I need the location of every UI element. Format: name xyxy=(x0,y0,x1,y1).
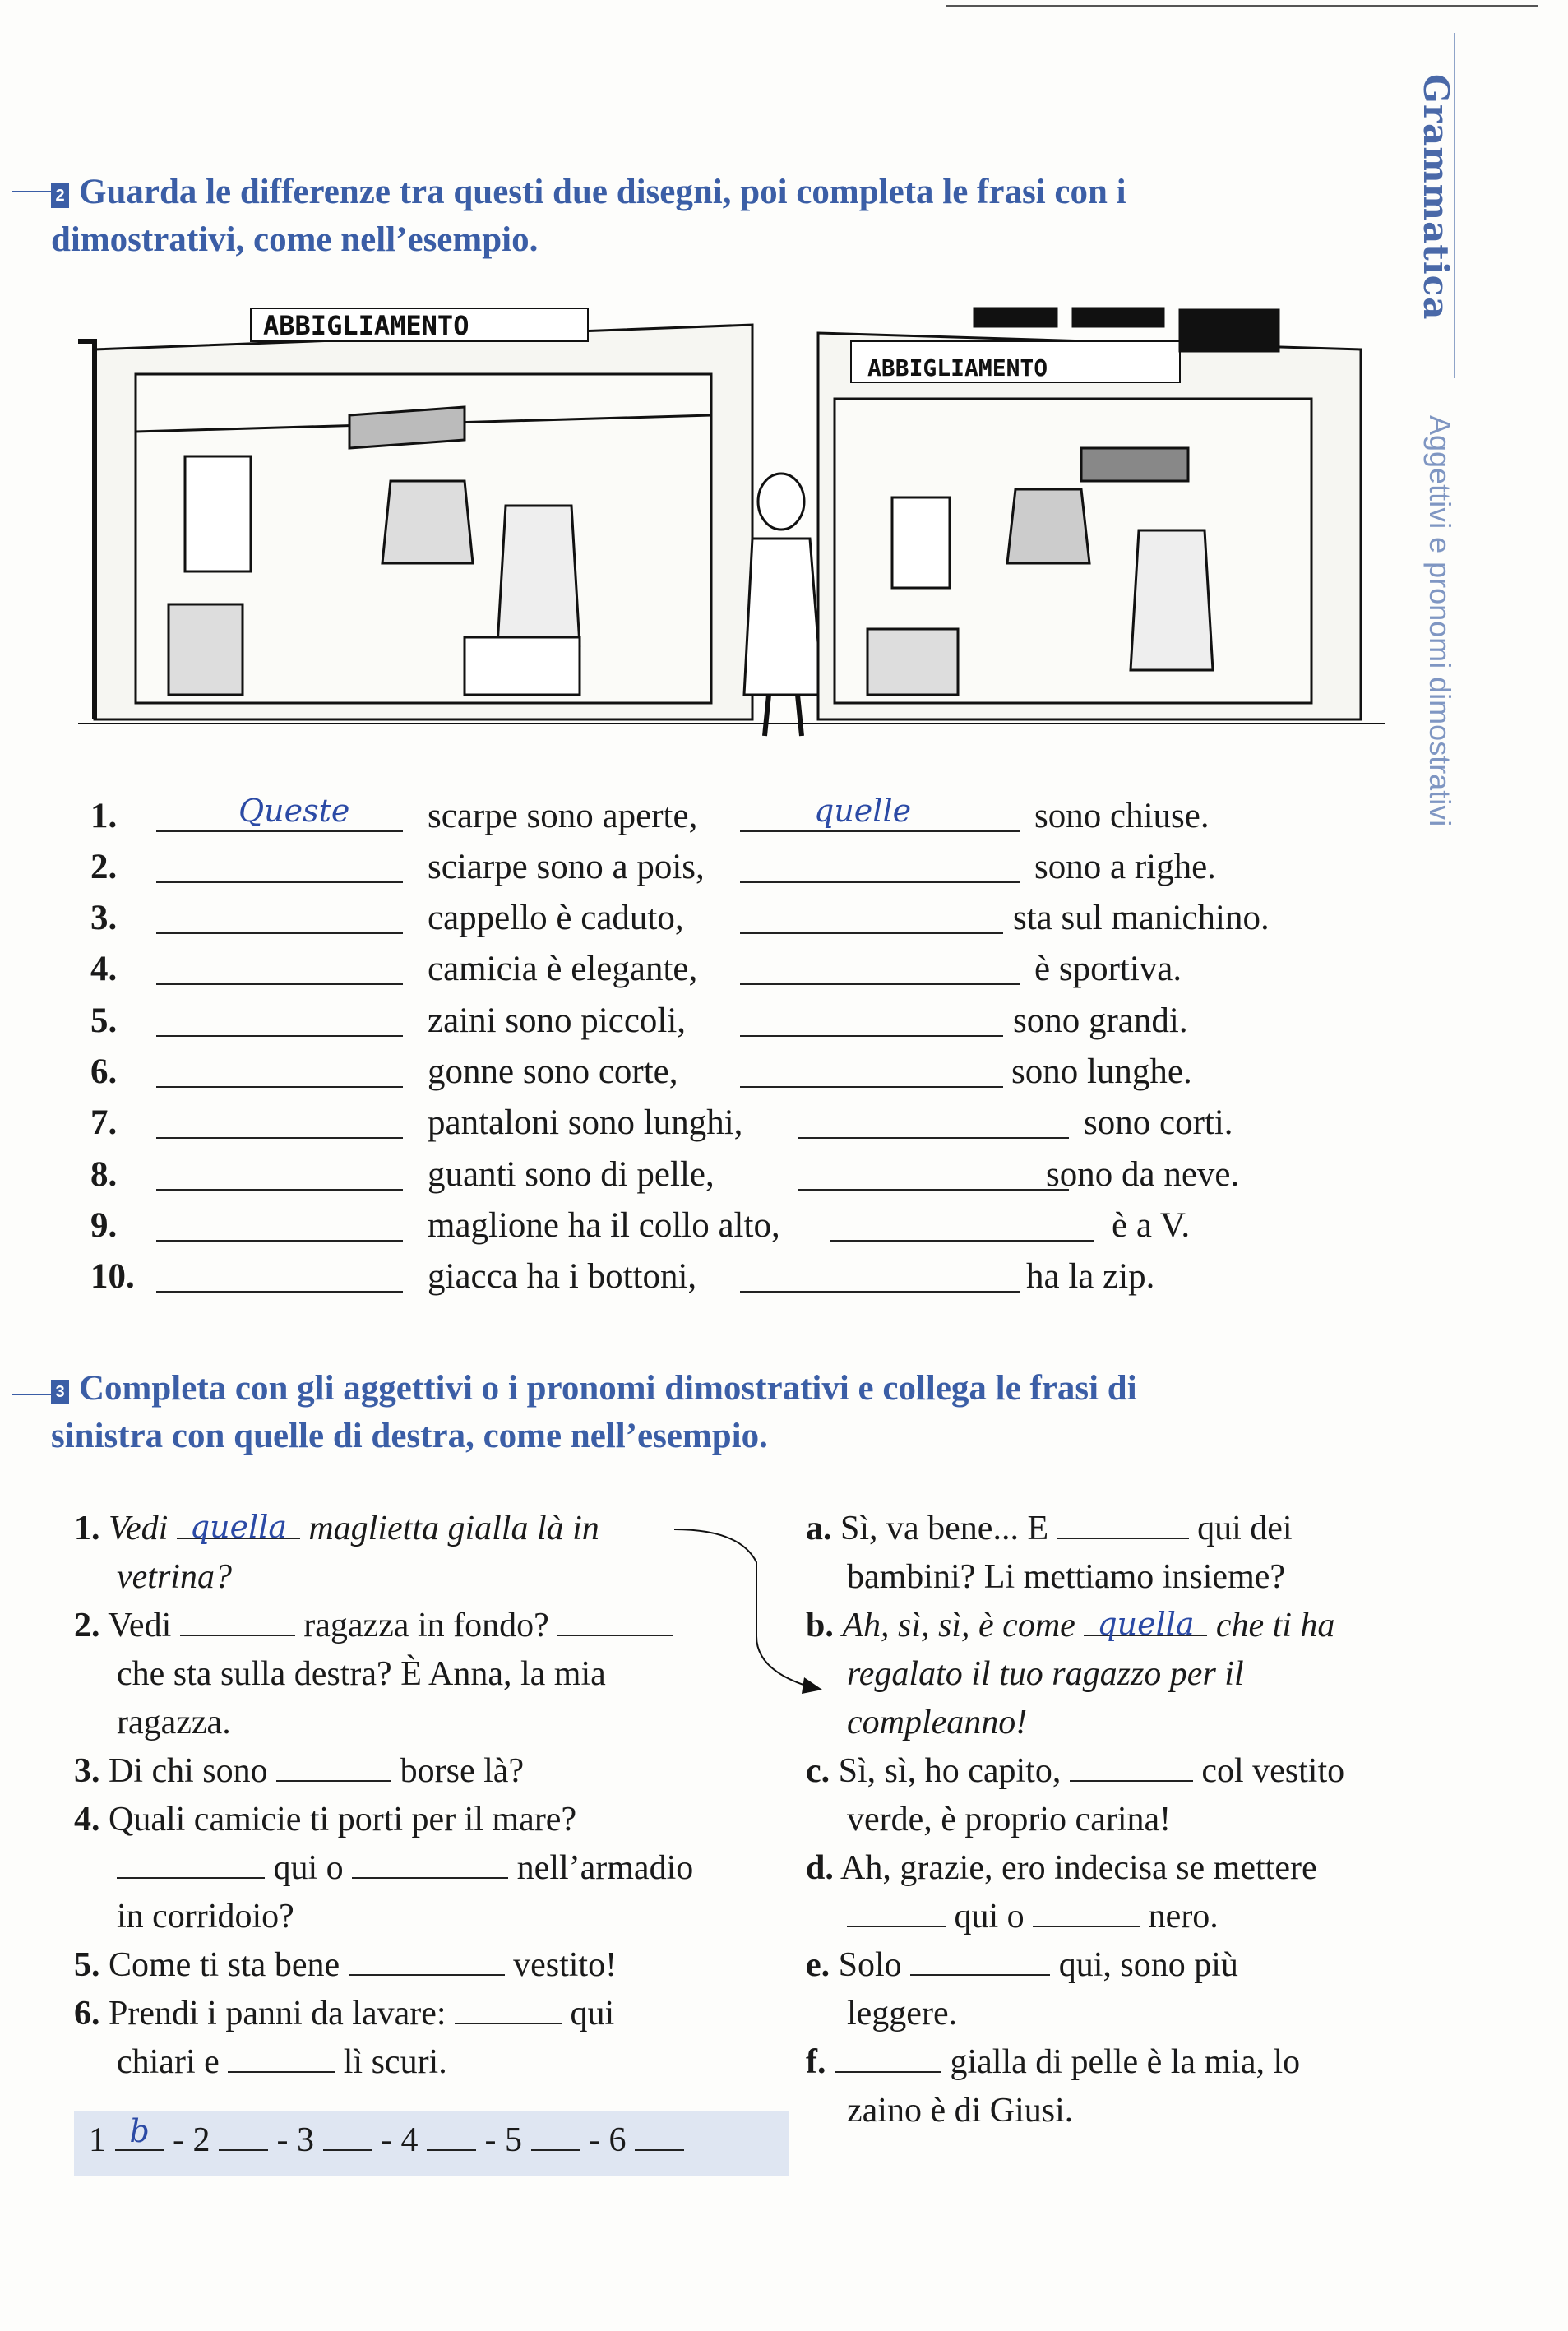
answer-blank-1[interactable] xyxy=(156,1103,403,1139)
right-item-e: e. Solo qui, sono più xyxy=(806,1946,1238,1984)
answer-blank-1[interactable] xyxy=(156,847,403,883)
answer-blank[interactable] xyxy=(115,2113,164,2151)
exercise-number-badge: 2 xyxy=(51,183,69,208)
instruction-line: Completa con gli aggettivi o i pronomi dimostrativi e collega le frasi di xyxy=(79,1369,1137,1408)
sentence-part-1: guanti sono di pelle, xyxy=(428,1155,715,1194)
sentence-part-1: pantaloni sono lunghi, xyxy=(428,1103,743,1142)
section-subtitle: Aggettivi e pronomi dimostrativi xyxy=(1423,415,1457,827)
answer-blank[interactable] xyxy=(349,1945,505,1976)
sentence-part-1: maglione ha il collo alto, xyxy=(428,1206,780,1245)
sentence-part-2: sono grandi. xyxy=(1013,1001,1188,1040)
answer-blank[interactable] xyxy=(1084,1605,1207,1642)
sentence-part-1: sciarpe sono a pois, xyxy=(428,848,705,886)
answer-blank[interactable] xyxy=(276,1751,391,1782)
answer-blank[interactable] xyxy=(1057,1508,1189,1539)
answer-blank[interactable] xyxy=(557,1605,673,1636)
right-item-c: c. Sì, sì, ho capito, col vestito xyxy=(806,1752,1345,1790)
answer-blank[interactable] xyxy=(427,2120,476,2151)
answer-blank[interactable] xyxy=(635,2120,684,2151)
right-item-f: f. gialla di pelle è la mia, lo xyxy=(806,2043,1301,2081)
answer-blank-2[interactable] xyxy=(830,1205,1094,1242)
handwritten-answer: Queste xyxy=(238,793,350,829)
sentence-part-2: sono chiuse. xyxy=(1034,797,1210,835)
answer-blank[interactable] xyxy=(835,2042,941,2073)
section-title: Grammatica xyxy=(1416,74,1456,321)
answer-key: 1 b - 2 - 3 - 4 - 5 - 6 xyxy=(89,2120,684,2160)
answer-blank[interactable] xyxy=(1070,1751,1193,1782)
answer-blank-2[interactable] xyxy=(740,1256,1020,1293)
sentence-part-1: camicia è elegante, xyxy=(428,950,698,988)
top-rule xyxy=(946,5,1538,7)
answer-blank-2[interactable] xyxy=(740,1052,1003,1088)
sentence-part-2: ha la zip. xyxy=(1026,1257,1155,1296)
sentence-part-2: è a V. xyxy=(1112,1206,1191,1245)
sentence-part-1: cappello è caduto, xyxy=(428,899,684,937)
sentence-part-2: è sportiva. xyxy=(1034,950,1182,988)
sentence-part-1: giacca ha i bottoni, xyxy=(428,1257,697,1296)
exercise-2-heading xyxy=(51,169,1334,264)
row-number: 7. xyxy=(90,1103,118,1142)
answer-blank[interactable] xyxy=(177,1508,300,1545)
sentence-part-2: sono da neve. xyxy=(1046,1155,1240,1194)
row-number: 2. xyxy=(90,848,118,886)
shop-sign-right: ABBIGLIAMENTO xyxy=(867,354,1048,382)
exercise-3-right-column: a. Sì, va bene... E qui dei bambini? Li mettiamo insieme? b. Ah, sì, sì, è come quella che ti ha regalato il tuo ragazzo per il compleanno! c. Sì, sì, ho capito, col vestito verde, è proprio carina! d. Ah, grazie, ero indecisa se mettere qui o nero. e. Solo qui, sono più leggere. f. gialla di pelle è la mia, lo zaino è di Giusi. xyxy=(806,1505,1431,2135)
answer-blank-1[interactable] xyxy=(156,1256,403,1293)
answer-blank[interactable] xyxy=(117,1848,265,1879)
row-number: 8. xyxy=(90,1155,118,1194)
handwritten-answer: quelle xyxy=(814,793,912,829)
answer-blank[interactable] xyxy=(352,1848,508,1879)
row-number: 4. xyxy=(90,950,118,988)
answer-blank[interactable] xyxy=(228,2042,335,2073)
row-number: 1. xyxy=(90,797,118,835)
answer-blank[interactable] xyxy=(847,1896,946,1927)
row-number: 10. xyxy=(90,1257,135,1296)
row-number: 9. xyxy=(90,1206,118,1245)
sentence-part-1: zaini sono piccoli, xyxy=(428,1001,687,1040)
sentence-part-2: sono lunghe. xyxy=(1011,1052,1192,1091)
row-number: 5. xyxy=(90,1001,118,1040)
answer-blank-1[interactable] xyxy=(156,949,403,985)
shop-sign-left: ABBIGLIAMENTO xyxy=(263,310,469,341)
answer-blank-2[interactable] xyxy=(740,898,1003,934)
answer-blank[interactable] xyxy=(180,1605,295,1636)
answer-blank-1[interactable] xyxy=(156,1205,403,1242)
exercise-number-badge: 3 xyxy=(51,1380,69,1404)
right-item-d: d. Ah, grazie, ero indecisa se mettere xyxy=(806,1849,1317,1887)
answer-blank[interactable] xyxy=(531,2120,580,2151)
answer-blank-2[interactable] xyxy=(740,847,1020,883)
left-item-2: 2. Vedi ragazza in fondo? xyxy=(74,1602,765,1650)
handwritten-answer: b xyxy=(129,2113,150,2149)
sentence-part-2: sta sul manichino. xyxy=(1013,899,1270,937)
instruction-line: sinistra con quelle di destra, come nell’esempio. xyxy=(51,1417,768,1455)
answer-blank-1[interactable] xyxy=(156,1001,403,1037)
sentence-part-1: scarpe sono aperte, xyxy=(428,797,698,835)
answer-blank-2[interactable] xyxy=(740,949,1020,985)
right-item-a: a. Sì, va bene... E qui dei xyxy=(806,1510,1293,1547)
right-item-b: b. Ah, sì, sì, è come quella che ti ha xyxy=(806,1602,1431,1650)
left-item-5: 5. Come ti sta bene vestito! xyxy=(74,1946,617,1984)
left-item-4: 4. Quali camicie ti porti per il mare? xyxy=(74,1801,577,1838)
answer-blank-1[interactable] xyxy=(156,1154,403,1191)
answer-blank-2[interactable] xyxy=(740,1001,1003,1037)
instruction-line: Guarda le differenze tra questi due disegni, poi completa le frasi con i xyxy=(79,173,1126,211)
shop-windows-illustration xyxy=(78,292,1385,752)
answer-blank-2[interactable] xyxy=(798,1154,1069,1191)
left-item-6: 6. Prendi i panni da lavare: qui xyxy=(74,1995,615,2033)
answer-blank-1[interactable] xyxy=(156,898,403,934)
answer-blank-2[interactable] xyxy=(798,1103,1069,1139)
row-number: 3. xyxy=(90,899,118,937)
answer-blank[interactable] xyxy=(455,1993,562,2024)
answer-blank-1[interactable] xyxy=(156,1052,403,1088)
exercise-3-left-column: 1. Vedi quella maglietta gialla là in vetrina? 2. Vedi ragazza in fondo? che sta sulla destra? È Anna, la mia ragazza. 3. Di chi sono borse là? 4. Quali camicie ti porti per il mare? qui o nell’armadio in corridoio? 5. Come ti sta bene vestito! 6. Prendi i panni da lavare: qui chiari e lì scuri. xyxy=(74,1505,765,2087)
exercise-3-heading xyxy=(51,1365,1367,1460)
left-item-3: 3. Di chi sono borse là? xyxy=(74,1752,525,1790)
answer-blank[interactable] xyxy=(219,2120,268,2151)
answer-blank[interactable] xyxy=(910,1945,1050,1976)
answer-blank[interactable] xyxy=(1033,1896,1140,1927)
sentence-part-2: sono a righe. xyxy=(1034,848,1216,886)
handwritten-answer: quella xyxy=(1097,1606,1195,1642)
sentence-part-2: sono corti. xyxy=(1084,1103,1233,1142)
row-number: 6. xyxy=(90,1052,118,1091)
instruction-line: dimostrativi, come nell’esempio. xyxy=(51,220,539,259)
answer-blank[interactable] xyxy=(323,2120,372,2151)
sentence-part-1: gonne sono corte, xyxy=(428,1052,678,1091)
handwritten-answer: quella xyxy=(189,1509,288,1545)
left-item-1: 1. Vedi quella maglietta gialla là in xyxy=(74,1505,765,1553)
